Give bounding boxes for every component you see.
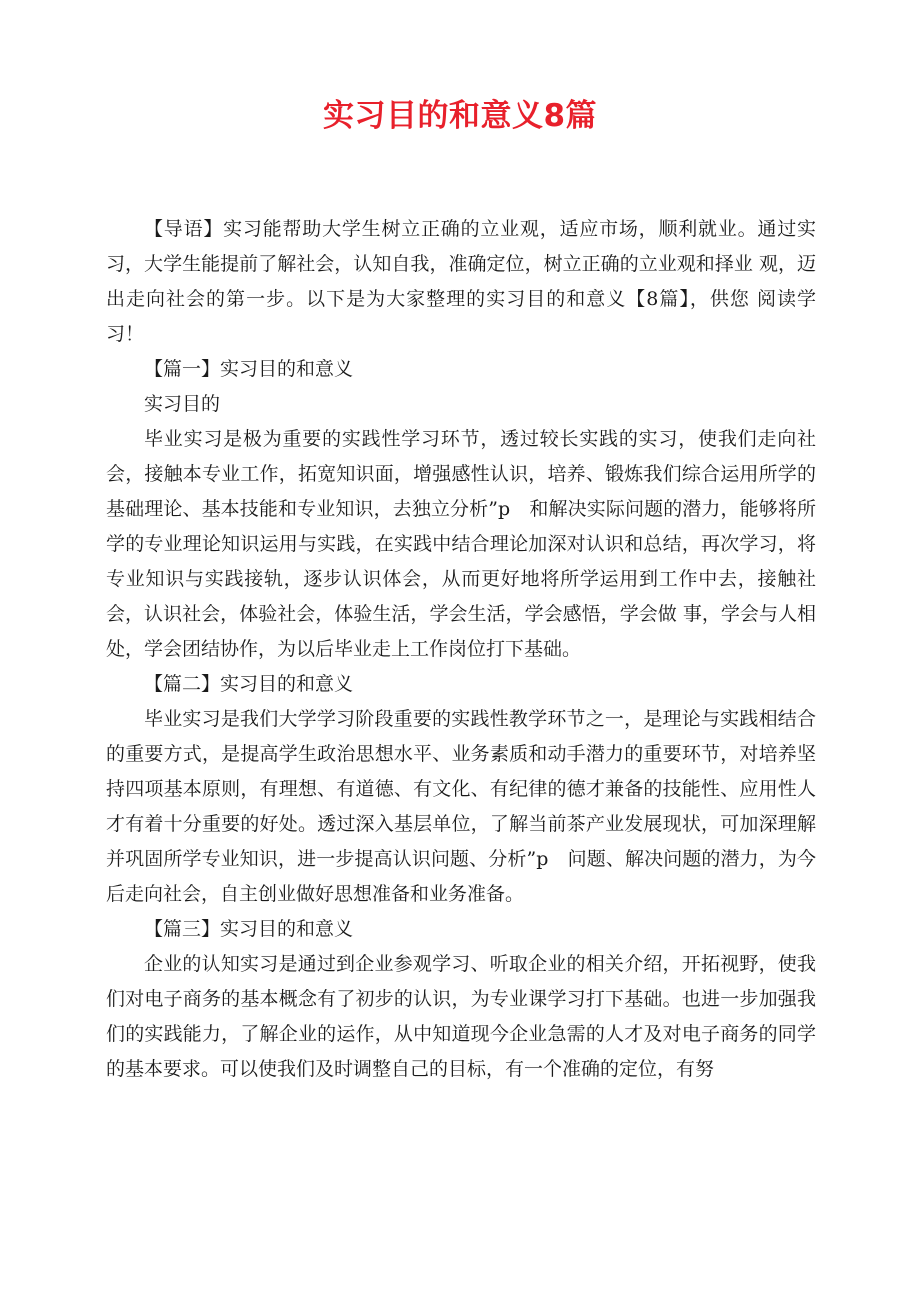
section-heading: 【篇三】实习目的和意义 xyxy=(144,918,354,940)
intro-paragraph: 【导语】实习能帮助大学生树立正确的立业观，适应市场，顺利就业。通过实习，大学生能提前了解社会，认知自我，准确定位，树立正确的立业观和择业 观，迈出走向社会的第一步。以下是为大家整理的实习目的和意义【8篇】，供您 阅读学习！ xyxy=(106,218,816,345)
section-paragraph: 毕业实习是我们大学学习阶段重要的实践性教学环节之一，是理论与实践相结合的重要方式，是提高学生政治思想水平、业务素质和动手潜力的重要环节，对培养坚持四项基本原则，有理想、有道德、有文化、有纪律的德才兼备的技能性、应用性人才有着十分重要的好处。透过深入基层单位，了解当前茶产业发展现状，可加深理解并巩固所学专业知识，进一步提高认识问题、分析”p 问题、解决问题的潜力，为今后走向社会，自主创业做好思想准备和业务准备。 xyxy=(106,708,816,905)
document-title: 实习目的和意义8篇 xyxy=(322,98,598,134)
section-paragraph: 企业的认知实习是通过到企业参观学习、听取企业的相关介绍，开拓视野，使我们对电子商务的基本概念有了初步的认识，为专业课学习打下基础。也进一步加强我们的实践能力，了解企业的运作，从中知道现今企业急需的人才及对电子商务的同学的基本要求。可以使我们及时调整自己的目标，有一个准确的定位，有努 xyxy=(106,953,816,1080)
section-paragraph: 毕业实习是极为重要的实践性学习环节，透过较长实践的实习，使我们走向社会，接触本专业工作，拓宽知识面，增强感性认识，培养、锻炼我们综合运用所学的基础理论、基本技能和专业知识，去独立分析”p 和解决实际问题的潜力，能够将所学的专业理论知识运用与实践，在实践中结合理论加深对认识和总结，再次学习，将专业知识与实践接轨，逐步认识体会，从而更好地将所学运用到工作中去，接触社会，认识社会，体验社会，体验生活，学会生活，学会感悟，学会做 事，学会与人相处，学会团结协作，为以后毕业走上工作岗位打下基础。 xyxy=(106,428,816,660)
section-heading: 【篇二】实习目的和意义 xyxy=(144,673,354,695)
document-body xyxy=(106,212,816,1087)
section-subheading: 实习目的 xyxy=(144,393,221,415)
section-heading: 【篇一】实习目的和意义 xyxy=(144,358,354,380)
